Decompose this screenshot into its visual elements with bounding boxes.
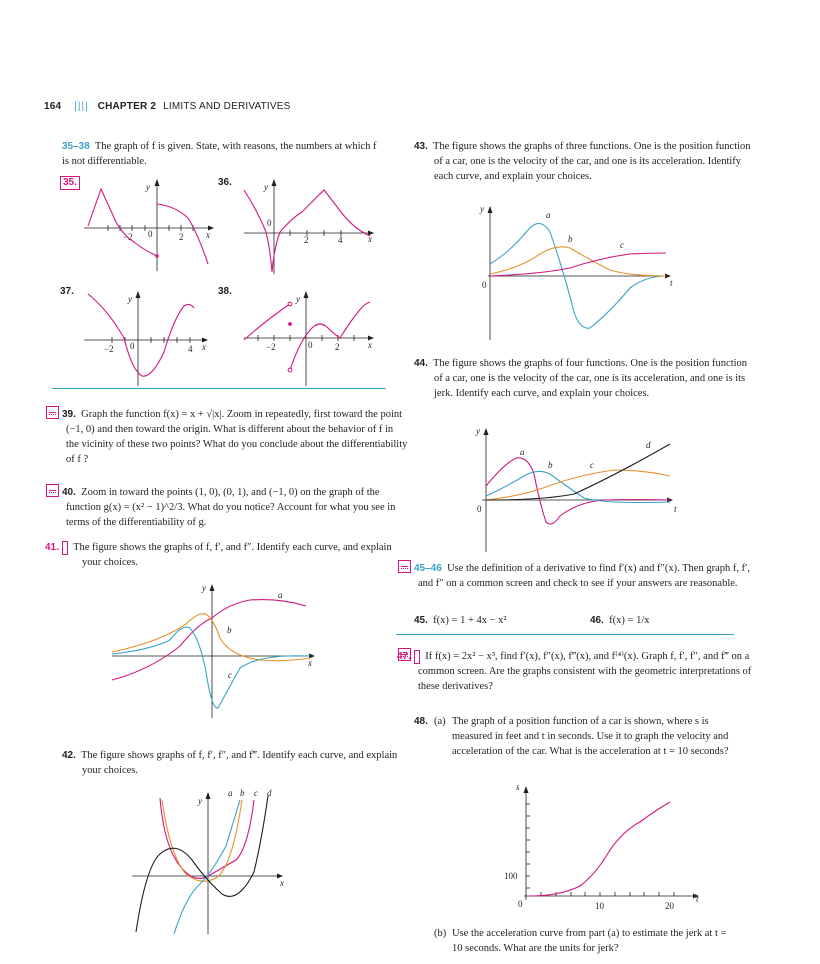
exercise-39 xyxy=(46,406,408,467)
running-header xyxy=(44,101,291,112)
graph-43 xyxy=(480,202,680,342)
exercise-35-38-intro xyxy=(62,139,384,169)
x-label: x xyxy=(206,230,210,240)
curve-label-b: b xyxy=(227,625,232,635)
calculator-icon xyxy=(46,484,59,497)
origin-label: 0 xyxy=(267,218,272,228)
curve-label-a: a xyxy=(520,447,525,457)
t-label: t xyxy=(670,278,673,288)
graph-35 xyxy=(80,176,220,276)
tick-label: −2 xyxy=(123,232,133,242)
tick-label: 2 xyxy=(179,232,184,242)
exercise-number: 46. xyxy=(590,615,604,626)
chapter-number: CHAPTER 2 xyxy=(97,101,157,112)
exercise-48 xyxy=(414,714,736,759)
open-point xyxy=(288,368,292,372)
origin-label: 0 xyxy=(518,899,523,909)
graph-44 xyxy=(474,424,684,554)
curve-label-d: d xyxy=(267,788,272,798)
exercise-35-number: 35. xyxy=(60,176,80,190)
origin-label: 0 xyxy=(308,340,313,350)
y-label: y xyxy=(202,583,206,593)
curve-c xyxy=(162,800,242,881)
exercise-41 xyxy=(45,540,402,570)
x-label: x xyxy=(308,658,312,668)
curve-b xyxy=(112,614,310,661)
tick-label: 2 xyxy=(304,235,309,245)
section-rule xyxy=(52,388,386,389)
exercise-text: If f(x) = 2x² − x³, find f′(x), f″(x), f‴(x), and f⁽⁴⁾(x). Graph f, f′, f″, and f‴ on a common screen. Are the graphs consistent with the geometric interpretations of these derivatives? xyxy=(418,651,752,692)
y-label: y xyxy=(198,796,202,806)
origin-label: 0 xyxy=(148,229,153,239)
origin-label: 0 xyxy=(477,504,482,514)
part-a-text: The graph of a position function of a car is shown, where s is measured in feet and t in seconds. Use it to graph the velocity and acceleration of the car. What is the acceleration at t = 10 seconds? xyxy=(452,716,729,757)
curve-label-c: c xyxy=(228,670,232,680)
exercise-44 xyxy=(414,356,754,401)
header-bars: |||| xyxy=(74,101,89,112)
curve xyxy=(244,304,290,340)
y-label: y xyxy=(296,294,300,304)
x-label: x xyxy=(280,878,284,888)
curve-label-c: c xyxy=(254,788,258,798)
exercise-number: 35–38 xyxy=(62,141,90,152)
exercise-text: Use the definition of a derivative to find f′(x) and f″(x). Then graph f, f′, and f″ on a common screen and check to see if your answers are reasonable. xyxy=(418,563,751,589)
curve-label-a: a xyxy=(546,210,551,220)
calculator-icon xyxy=(398,648,411,661)
curve-a xyxy=(136,796,268,932)
calculator-icon xyxy=(46,406,59,419)
page-number: 164 xyxy=(44,101,62,112)
exercise-45-46-intro xyxy=(398,560,756,591)
exercise-47 xyxy=(398,648,756,694)
position-curve xyxy=(530,802,670,896)
graph-38 xyxy=(240,288,380,388)
exercise-text: The figure shows the graphs of three functions. One is the position function of a car, one is the velocity of the car, and one is its acceleration. Identify each curve, and explain your choices. xyxy=(432,141,751,182)
tick-label: 100 xyxy=(504,871,518,881)
y-label: y xyxy=(146,182,150,192)
exercise-text: Graph the function f(x) = x + √|x|. Zoom in repeatedly, first toward the point (−1, 0) and then toward the origin. What is different about the behavior of f in the vicinity of these two points? What do you conclude about the differentiability of f ? xyxy=(66,409,408,465)
curve xyxy=(88,294,194,376)
part-b-label: (b) xyxy=(434,928,447,939)
t-label: t xyxy=(674,504,677,514)
curve-label-b: b xyxy=(548,460,553,470)
curve-c xyxy=(112,627,310,708)
curve xyxy=(290,302,370,370)
y-label: y xyxy=(264,182,268,192)
curve-label-b: b xyxy=(568,234,573,244)
exercise-text: The graph of f is given. State, with reasons, the numbers at which f is not differentiable. xyxy=(62,141,377,167)
exercise-number: 42. xyxy=(62,750,76,761)
x-label: x xyxy=(368,234,372,244)
origin-label: 0 xyxy=(130,341,135,351)
tick-label: −2 xyxy=(104,344,114,354)
curve-b xyxy=(174,800,240,934)
exercise-45 xyxy=(414,613,507,628)
exercise-number: 44. xyxy=(414,358,428,369)
x-label: x xyxy=(368,340,372,350)
curve-label-c: c xyxy=(620,240,624,250)
closed-point xyxy=(288,322,292,326)
tick-label: 4 xyxy=(338,235,343,245)
exercise-text: The figure shows the graphs of f, f′, and f″. Identify each curve, and explain your choices. xyxy=(73,542,392,568)
curve-label-b: b xyxy=(240,788,245,798)
chapter-title: LIMITS AND DERIVATIVES xyxy=(163,101,291,112)
tick-label: 20 xyxy=(665,901,674,911)
curve-a xyxy=(486,458,670,524)
tick-label: 10 xyxy=(595,901,604,911)
curve-label-a: a xyxy=(278,590,283,600)
curve-label-a: a xyxy=(228,788,233,798)
graph-48 xyxy=(500,780,710,920)
graph-37 xyxy=(80,288,220,388)
exercise-number: 41. xyxy=(62,541,68,555)
closed-point xyxy=(155,254,159,258)
open-point xyxy=(288,302,292,306)
curve xyxy=(88,189,157,256)
curve-b xyxy=(486,471,670,502)
part-b-text: Use the acceleration curve from part (a) to estimate the jerk at t = 10 seconds. What are the units for jerk? xyxy=(452,928,727,954)
curve-c xyxy=(486,470,670,500)
exercise-number: 45. xyxy=(414,615,428,626)
x-label: x xyxy=(202,342,206,352)
exercise-number: 45–46 xyxy=(414,563,442,574)
y-label: y xyxy=(476,426,480,436)
exercise-40 xyxy=(46,484,408,530)
exercise-text: The figure shows graphs of f, f′, f″, and f‴. Identify each curve, and explain your choices. xyxy=(80,750,398,776)
calculator-icon xyxy=(398,560,411,573)
graph-36 xyxy=(240,176,380,276)
tick-label: 2 xyxy=(335,342,340,352)
exercise-text: f(x) = 1/x xyxy=(609,615,650,626)
curve-a xyxy=(112,600,306,680)
y-label: y xyxy=(128,294,132,304)
exercise-37-number: 37. xyxy=(60,286,74,297)
exercise-number: 43. xyxy=(414,141,428,152)
exercise-text: f(x) = 1 + 4x − x² xyxy=(433,615,507,626)
exercise-number: 47. xyxy=(414,650,420,664)
curve-label-d: d xyxy=(646,440,651,450)
origin-label: 0 xyxy=(482,280,487,290)
tick-label: 4 xyxy=(188,344,193,354)
section-rule xyxy=(396,634,734,635)
part-a-label: (a) xyxy=(434,716,446,727)
s-label: s xyxy=(516,782,520,792)
y-label: y xyxy=(480,204,484,214)
curve-c xyxy=(490,253,666,276)
curve-b xyxy=(490,247,666,276)
exercise-42 xyxy=(62,748,402,778)
curve-label-c: c xyxy=(590,460,594,470)
exercise-number: 39. xyxy=(62,409,76,420)
exercise-46 xyxy=(590,613,650,628)
exercise-text: Zoom in toward the points (1, 0), (0, 1), and (−1, 0) on the graph of the function g(x) = (x² − 1)^2/3. What do you notice? Account for what you see in terms of the differentiability of g. xyxy=(66,487,396,528)
graph-41 xyxy=(110,580,325,720)
exercise-text: The figure shows the graphs of four functions. One is the position function of a car, one is the velocity of the car, one is its acceleration, and one is its jerk. Identify each curve, and explain your choices. xyxy=(432,358,748,399)
exercise-38-number: 38. xyxy=(218,286,232,297)
exercise-43 xyxy=(414,139,754,184)
exercise-number: 40. xyxy=(62,487,76,498)
curve-d xyxy=(486,444,670,500)
t-label: t xyxy=(696,894,699,904)
exercise-36-number: 36. xyxy=(218,177,232,188)
exercise-number: 48. xyxy=(414,716,428,727)
graph-42 xyxy=(130,786,300,936)
exercise-48-part-b xyxy=(434,926,736,956)
tick-label: −2 xyxy=(266,342,276,352)
